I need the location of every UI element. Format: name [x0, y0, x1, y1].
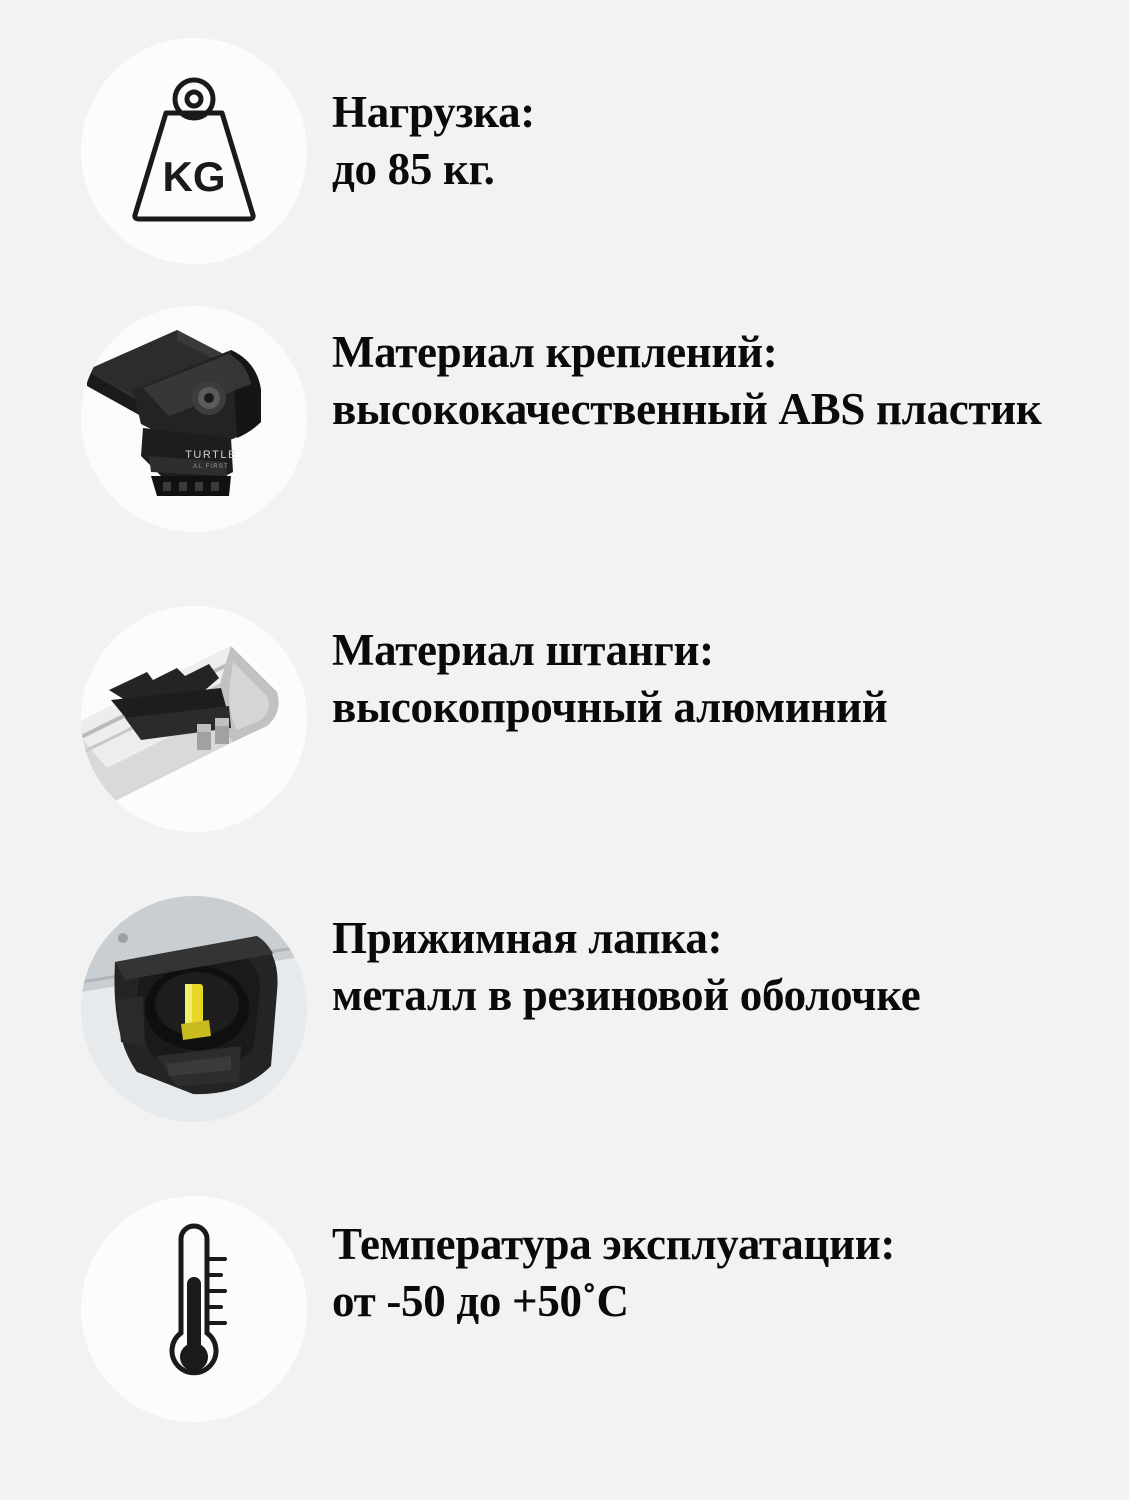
svg-text:KG: KG [162, 152, 226, 200]
svg-text:AL FIRST: AL FIRST [193, 464, 229, 470]
spec-title: Нагрузка: [332, 87, 535, 137]
spec-row-clamp [0, 896, 1129, 1196]
spec-icon-wrap-mount [70, 306, 318, 532]
spec-value: высокопрочный алюминий [332, 681, 888, 732]
spec-icon-wrap-clamp [70, 896, 318, 1122]
spec-text-bar [318, 606, 887, 735]
icon-circle [81, 1196, 307, 1422]
spec-icon-wrap-load [70, 38, 318, 264]
spec-row-bar-material [0, 606, 1129, 896]
clamp-foot-photo [81, 896, 307, 1122]
spec-value: от -50 до +50˚C [332, 1275, 629, 1326]
spec-value: высококачественный ABS пластик [332, 383, 1042, 434]
spec-title: Прижимная лапка: [332, 913, 723, 963]
spec-value: металл в резиновой оболочке [332, 969, 921, 1020]
thermometer-icon [139, 1219, 249, 1399]
spec-value: до 85 кг. [332, 143, 495, 194]
spec-title: Материал креплений: [332, 327, 778, 377]
spec-row-temperature [0, 1196, 1129, 1496]
spec-text-load [318, 38, 535, 197]
icon-circle [81, 606, 307, 832]
spec-title: Температура эксплуатации: [332, 1219, 896, 1269]
spec-text-mount [318, 306, 1042, 437]
spec-row-mount-material [0, 306, 1129, 606]
spec-title: Материал штанги: [332, 625, 714, 675]
icon-circle [81, 896, 307, 1122]
icon-circle [81, 306, 307, 532]
spec-text-clamp [318, 896, 920, 1023]
spec-text-temperature [318, 1196, 895, 1329]
icon-circle [81, 38, 307, 264]
aluminium-bar-photo [81, 606, 307, 832]
spec-row-load [0, 38, 1129, 306]
svg-text:TURTLE: TURTLE [185, 449, 237, 461]
weight-kg-icon [119, 69, 269, 234]
spec-icon-wrap-temperature [70, 1196, 318, 1422]
roof-rack-mount-photo [81, 306, 307, 532]
spec-icon-wrap-bar [70, 606, 318, 832]
